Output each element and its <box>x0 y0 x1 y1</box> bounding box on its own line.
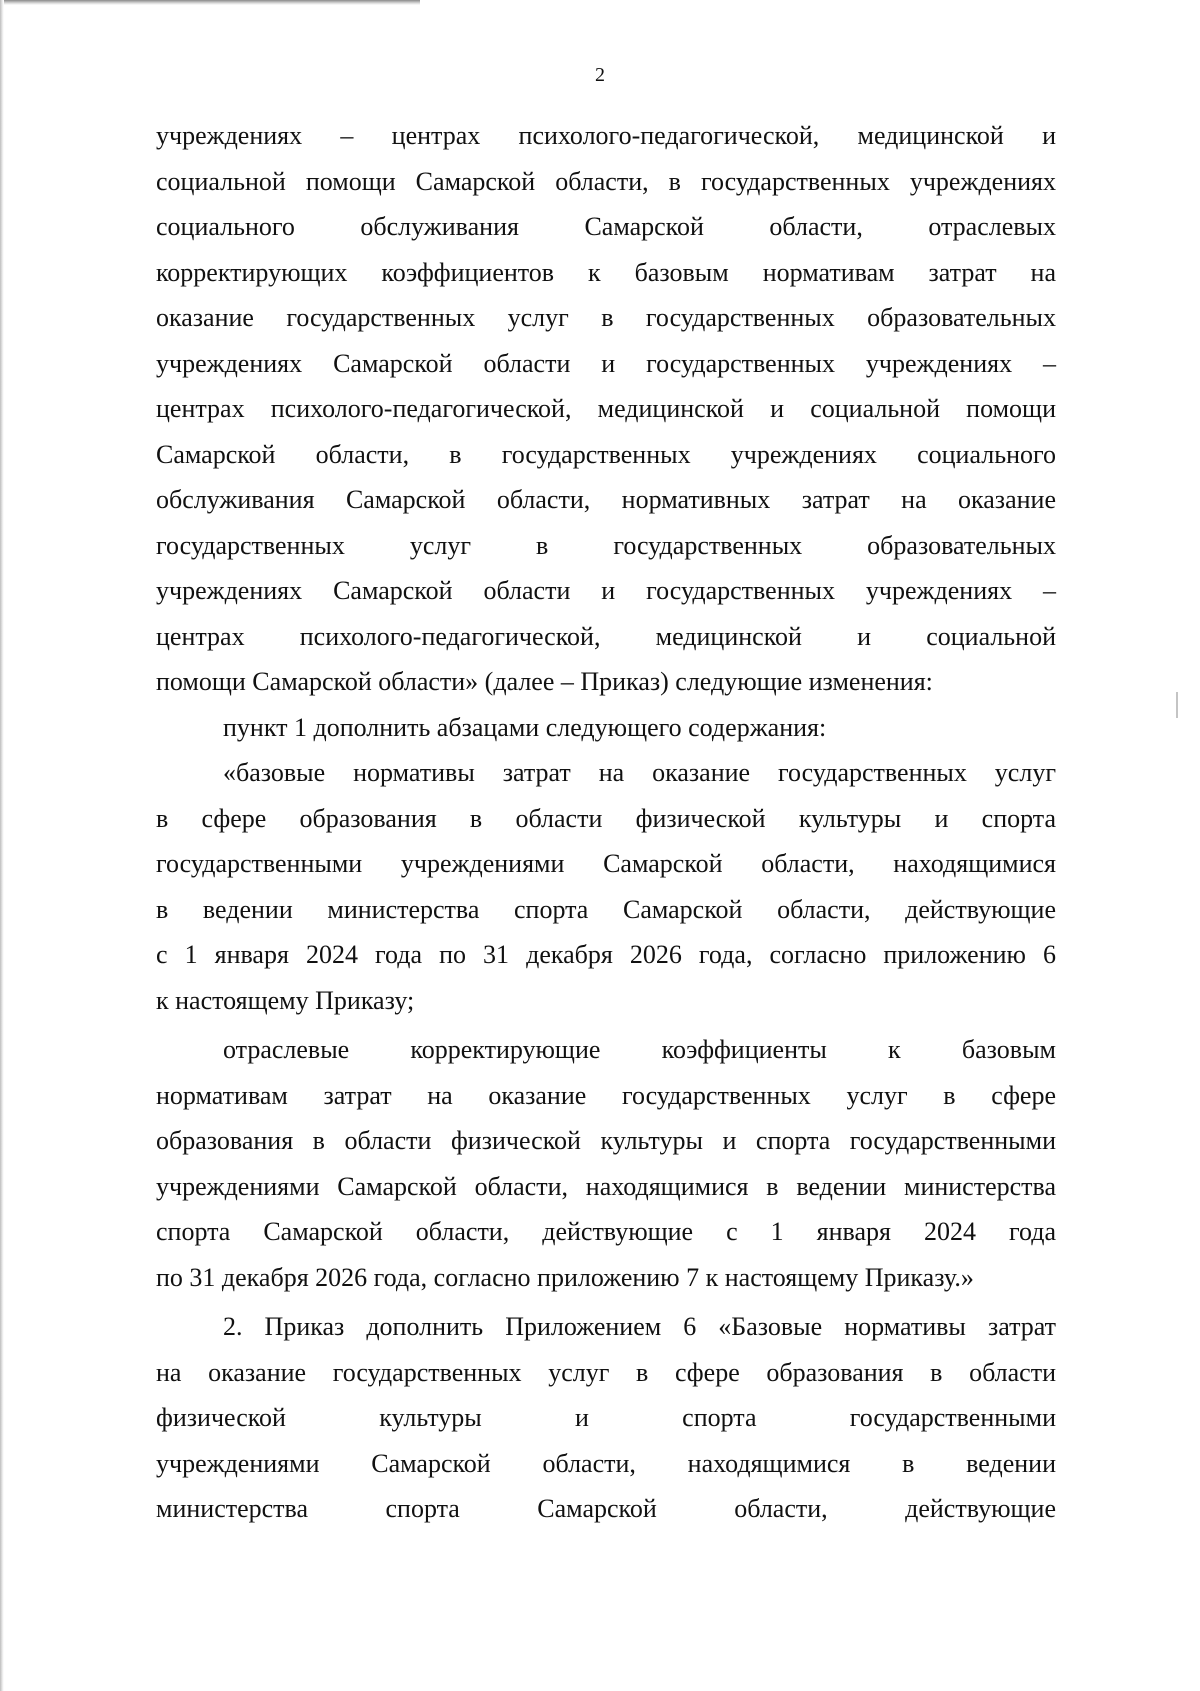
text-line: центрах психолого-педагогической, медицинской и социальной помощи <box>156 394 1056 423</box>
text-line: учреждениями Самарской области, находящимися в ведении министерства <box>156 1171 1056 1201</box>
text-line: по 31 декабря 2026 года, согласно приложению 7 к настоящему Приказу.» <box>156 1262 974 1292</box>
text-line: в сфере образования в области физической культуры и спорта <box>156 803 1056 833</box>
text-line: оказание государственных услуг в государственных образовательных <box>156 303 1056 332</box>
text-line: образования в области физической культуры и спорта государственными <box>156 1126 1056 1155</box>
page-number: 2 <box>595 64 605 86</box>
document-body <box>156 113 1056 1532</box>
text-line: учреждениях – центрах психолого-педагогической, медицинской и <box>156 121 1056 150</box>
text-line: на оказание государственных услуг в сфере образования в области <box>156 1357 1056 1387</box>
text-line: с 1 января 2024 года по 31 декабря 2026 года, согласно приложению 6 <box>156 940 1056 969</box>
text-line: 2. Приказ дополнить Приложением 6 «Базовые нормативы затрат <box>223 1312 1056 1341</box>
text-line: физической культуры и спорта государственными <box>156 1403 1056 1432</box>
text-line: государственными учреждениями Самарской области, находящимися <box>156 849 1056 878</box>
text-line: министерства спорта Самарской области, действующие <box>156 1494 1056 1523</box>
text-line: центрах психолого-педагогической, медицинской и социальной <box>156 621 1056 651</box>
text-line: пункт 1 дополнить абзацами следующего содержания: <box>223 712 827 742</box>
text-line: корректирующих коэффициентов к базовым нормативам затрат на <box>156 257 1056 287</box>
text-line: государственных услуг в государственных образовательных <box>156 530 1056 560</box>
scan-top-edge-shadow <box>0 0 420 5</box>
text-line: социальной помощи Самарской области, в государственных учреждениях <box>156 166 1056 196</box>
text-line: учреждениях Самарской области и государственных учреждениях – <box>156 348 1056 378</box>
text-line: нормативам затрат на оказание государственных услуг в сфере <box>156 1080 1056 1110</box>
text-line: социального обслуживания Самарской области, отраслевых <box>156 212 1056 241</box>
text-line: помощи Самарской области» (далее – Приказ) следующие изменения: <box>156 667 933 696</box>
scan-margin-mark <box>1176 692 1178 718</box>
text-line: учреждениях Самарской области и государственных учреждениях – <box>156 576 1056 605</box>
text-line: Самарской области, в государственных учреждениях социального <box>156 439 1056 469</box>
scan-left-edge-shadow <box>0 0 4 1691</box>
text-line: к настоящему Приказу; <box>156 985 415 1015</box>
text-line: отраслевые корректирующие коэффициенты к базовым <box>223 1035 1056 1064</box>
text-line: учреждениями Самарской области, находящимися в ведении <box>156 1448 1056 1478</box>
text-line: обслуживания Самарской области, нормативных затрат на оказание <box>156 485 1056 514</box>
text-line: спорта Самарской области, действующие с 1 января 2024 года <box>156 1217 1056 1246</box>
text-line: «базовые нормативы затрат на оказание государственных услуг <box>223 758 1056 787</box>
text-line: в ведении министерства спорта Самарской области, действующие <box>156 894 1056 924</box>
